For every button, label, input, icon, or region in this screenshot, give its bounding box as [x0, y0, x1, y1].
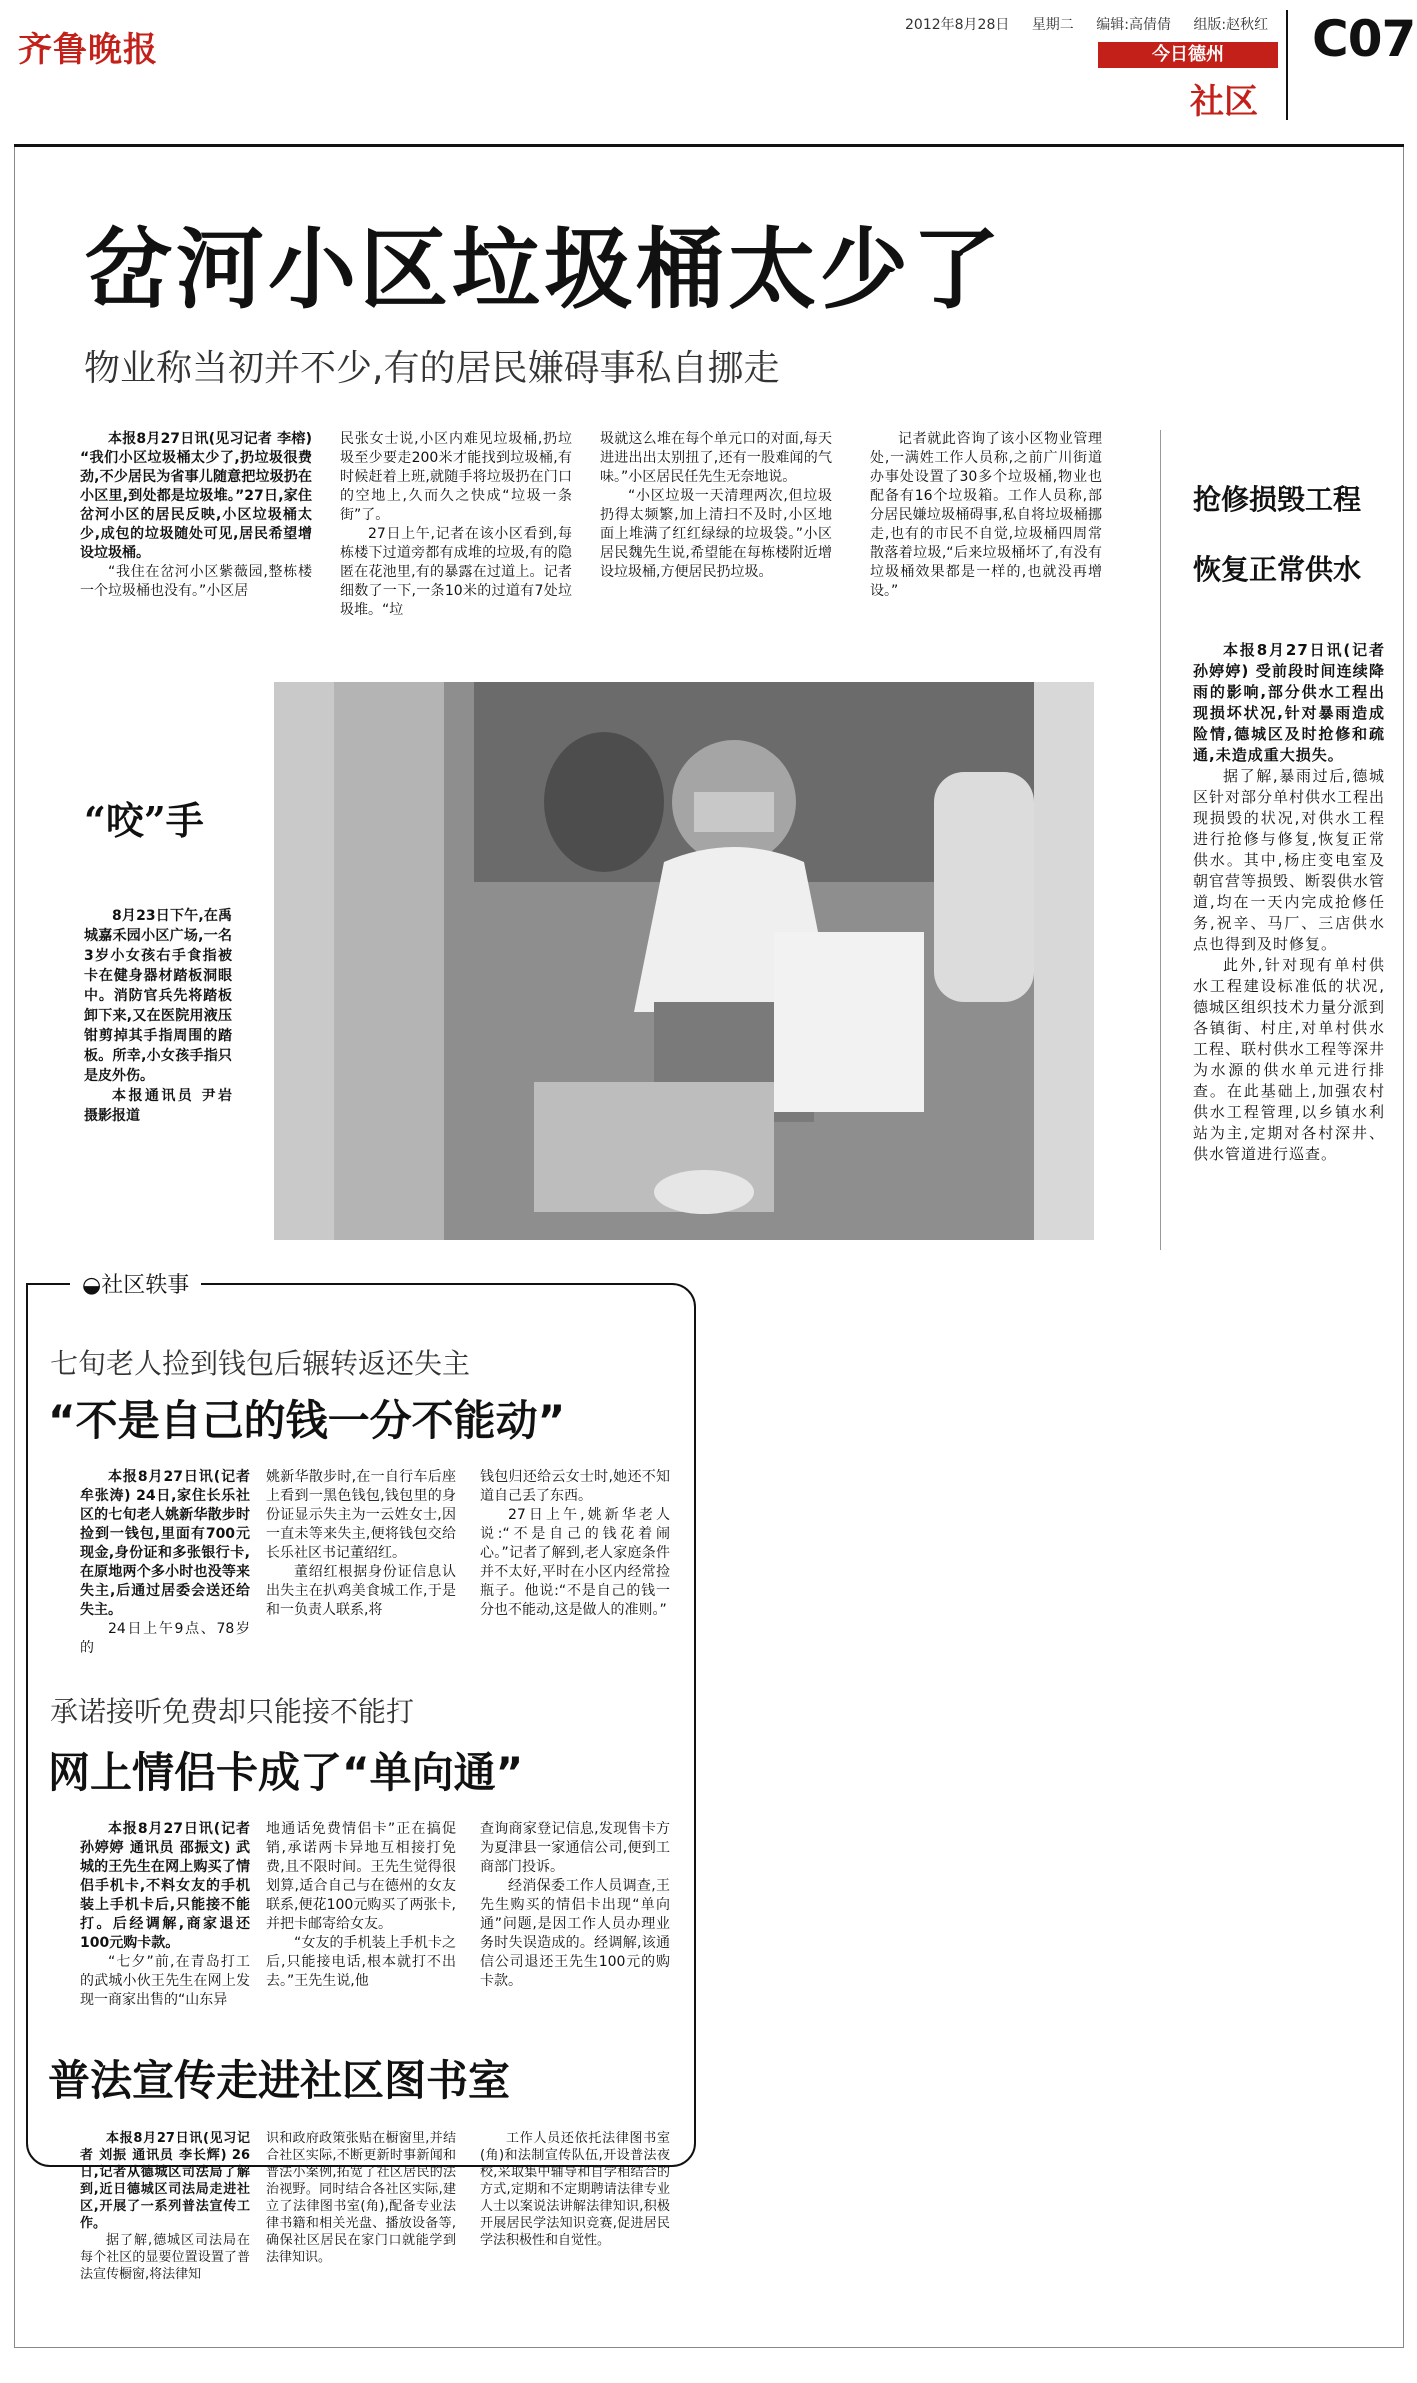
paragraph: “我住在岔河小区紫薇园,整栋楼一个垃圾桶也没有。”小区居 [80, 564, 312, 599]
paragraph: 识和政府政策张贴在橱窗里,并结合社区实际,不断更新时事新闻和普法小案例,拓宽了社区居民的法治视野。同时结合各社区实际,建立了法律图书室(角),配备专业法律书籍和相关光盘、播放设备等,确保社区居民在家门口就能学到法律知识。 [266, 2131, 456, 2265]
main-column-1 [80, 430, 312, 601]
paragraph: 27日上午,姚新华老人说:“不是自己的钱花着闹心。”记者了解到,老人家庭条件并不太好,平时在小区内经常捡瓶子。他说:“不是自己的钱一分也不能动,这是做人的准则。” [480, 1507, 670, 1618]
paragraph: 记者就此咨询了该小区物业管理处,一满姓工作人员称,之前广川街道办事处设置了30多个垃圾桶,物业也配备有16个垃圾箱。工作人员称,部分居民嫌垃圾桶碍事,私自将垃圾桶挪走,也有的市民不自觉,垃圾桶四周常散落着垃圾,“后来垃圾桶坏了,有没有垃圾桶效果都是一样的,也就没再增设。” [870, 431, 1102, 599]
paragraph: 8月23日下午,在禹城嘉禾园小区广场,一名3岁小女孩右手食指被卡在健身器材踏板洞眼中。消防官兵先将踏板卸下来,又在医院用液压钳剪掉其手指周围的踏板。所幸,小女孩手指只是皮外伤。 [84, 908, 232, 1084]
issue-date: 2012年8月28日 [905, 17, 1010, 33]
paragraph: “小区垃圾一天清理两次,但垃圾扔得太频繁,加上清扫不及时,小区地面上堆满了红红绿绿的垃圾袋。”小区居民魏先生说,希望能在每栋楼附近增设垃圾桶,方便居民扔垃圾。 [600, 488, 832, 580]
story2-column-3 [480, 1820, 670, 1991]
story3-headline: 普法宣传走进社区图书室 [48, 2056, 511, 2105]
photo-caption [84, 906, 232, 1126]
layout-credit: 组版:赵秋红 [1193, 17, 1269, 33]
masthead-divider [1286, 10, 1288, 120]
news-photo [274, 682, 1094, 1240]
side-story-body [1193, 640, 1385, 1165]
bullet-icon: ◒ [82, 1273, 102, 1298]
paragraph: 查询商家登记信息,发现售卡方为夏津县一家通信公司,便到工商部门投诉。 [480, 1821, 670, 1875]
paragraph: 工作人员还依托法律图书室(角)和法制宣传队伍,开设普法夜校,采取集中辅导和自学相结合的方式,定期和不定期聘请法律专业人士以案说法讲解法律知识,积极开展居民学法知识竞赛,促进居民学法积极性和自觉性。 [480, 2131, 670, 2248]
paragraph: 姚新华散步时,在一自行车后座上看到一黑色钱包,钱包里的身份证显示失主为一云姓女士,因一直未等来失主,便将钱包交给长乐社区书记董绍红。 [266, 1469, 456, 1561]
photo-caption-title: “咬”手 [84, 798, 204, 843]
paragraph: 24日上午9点、78岁的 [80, 1621, 250, 1656]
paragraph: 圾就这么堆在每个单元口的对面,每天进进出出太别扭了,还有一股难闻的气味。”小区居民任先生无奈地说。 [600, 431, 832, 485]
section-title: 社区 [1190, 82, 1258, 122]
issue-weekday: 星期二 [1031, 17, 1074, 33]
paragraph: 钱包归还给云女士时,她还不知道自己丢了东西。 [480, 1469, 670, 1504]
story1-kicker: 七旬老人捡到钱包后辗转返还失主 [50, 1347, 471, 1380]
edition-badge: 今日德州 [1098, 42, 1278, 68]
paragraph: 本报8月27日讯(见习记者 刘振 通讯员 李长辉) 26日,记者从德城区司法局了解到,近日德城区司法局走进社区,开展了一系列普法宣传工作。 [80, 2131, 250, 2231]
story3-column-2 [266, 2130, 456, 2266]
story1-column-3 [480, 1468, 670, 1620]
paragraph: 本报8月27日讯(记者 牟张涛) 24日,家住长乐社区的七旬老人姚新华散步时捡到一钱包,里面有700元现金,身份证和多张银行卡,在原地两个多小时也没等来失主,后通过居委会送还给失主。 [80, 1469, 250, 1618]
newspaper-logo: 齐鲁晚报 [18, 30, 158, 70]
paragraph: 27日上午,记者在该小区看到,每栋楼下过道旁都有成堆的垃圾,有的隐匿在花池里,有的暴露在过道上。记者细数了一下,一条10米的过道有7处垃圾堆。“垃 [340, 526, 572, 618]
paragraph: “女友的手机装上手机卡之后,只能接电话,根本就打不出去。”王先生说,他 [266, 1935, 456, 1989]
story1-column-1 [80, 1468, 250, 1658]
main-column-3 [600, 430, 832, 582]
paragraph: 地通话免费情侣卡”正在搞促销,承诺两卡异地互相接打免费,且不限时间。王先生觉得很划算,适合自己与在德州的女友联系,便花100元购买了两张卡,并把卡邮寄给女友。 [266, 1821, 456, 1932]
editor-credit: 编辑:高倩倩 [1096, 17, 1171, 33]
community-box-label: ◒社区轶事 [70, 1268, 201, 1299]
story3-column-3 [480, 2130, 670, 2249]
paragraph: 民张女士说,小区内难见垃圾桶,扔垃圾至少要走200米才能找到垃圾桶,有时候赶着上班,就随手将垃圾扔在门口的空地上,久而久之快成“垃圾一条街”了。 [340, 431, 572, 523]
paragraph: 据了解,德城区司法局在每个社区的显要位置设置了普法宣传橱窗,将法律知 [80, 2233, 250, 2282]
photo-illustration [274, 682, 1094, 1240]
side-headline-2: 恢复正常供水 [1193, 553, 1362, 586]
story1-column-2 [266, 1468, 456, 1620]
story3-column-1 [80, 2130, 250, 2283]
main-headline: 岔河小区垃圾桶太少了 [84, 217, 1005, 321]
story2-headline: 网上情侣卡成了“单向通” [48, 1748, 524, 1797]
paragraph: 据了解,暴雨过后,德城区针对部分单村供水工程出现损毁的状况,对供水工程进行抢修与修复,恢复正常供水。其中,杨庄变电室及朝官营等损毁、断裂供水管道,均在一天内完成抢修任务,祝辛、马厂、三店供水点也得到及时修复。 [1193, 767, 1386, 953]
main-subhead: 物业称当初并不少,有的居民嫌碍事私自挪走 [84, 348, 780, 389]
paragraph: 此外,针对现有单村供水工程建设标准低的状况,德城区组织技术力量分派到各镇街、村庄,对单村供水工程、联村供水工程等深井为水源的供水单元进行排查。在此基础上,加强农村供水工程管理,以乡镇水利站为主,定期对各村深井、供水管道进行巡查。 [1193, 956, 1386, 1163]
story2-column-2 [266, 1820, 456, 1991]
story2-column-1 [80, 1820, 250, 2010]
paragraph: 本报8月27日讯(记者 孙婷婷 通讯员 邵振文) 武城的王先生在网上购买了情侣手机卡,不料女友的手机装上手机卡后,只能接不能打。后经调解,商家退还100元购卡款。 [80, 1821, 250, 1951]
column-divider [1160, 430, 1161, 1250]
main-column-2 [340, 430, 572, 620]
paragraph: 本报8月27日讯(见习记者 李榕) “我们小区垃圾桶太少了,扔垃圾很费劲,不少居民为省事儿随意把垃圾扔在小区里,到处都是垃圾堆。”27日,家住岔河小区的居民反映,小区垃圾桶太少,成包的垃圾随处可见,居民希望增设垃圾桶。 [80, 431, 312, 561]
paragraph: 经消保委工作人员调查,王先生购买的情侣卡出现“单向通”问题,是因工作人员办理业务时失误造成的。经调解,该通信公司退还王先生100元的购卡款。 [480, 1878, 670, 1989]
story2-kicker: 承诺接听免费却只能接不能打 [50, 1695, 415, 1728]
side-headline-1: 抢修损毁工程 [1193, 483, 1362, 516]
page-number: C07 [1312, 10, 1416, 68]
issue-info [905, 14, 1286, 34]
paragraph: 本报通讯员 尹岩 摄影报道 [84, 1088, 232, 1124]
paragraph: 董绍红根据身份证信息认出失主在扒鸡美食城工作,于是和一负责人联系,将 [266, 1564, 456, 1618]
paragraph: 本报8月27日讯(记者 孙婷婷) 受前段时间连续降雨的影响,部分供水工程出现损坏状况,针对暴雨造成险情,德城区及时抢修和疏通,未造成重大损失。 [1193, 641, 1385, 764]
main-column-4 [870, 430, 1102, 601]
story1-headline: “不是自己的钱一分不能动” [48, 1396, 566, 1445]
paragraph: “七夕”前,在青岛打工的武城小伙王先生在网上发现一商家出售的“山东异 [80, 1954, 250, 2008]
